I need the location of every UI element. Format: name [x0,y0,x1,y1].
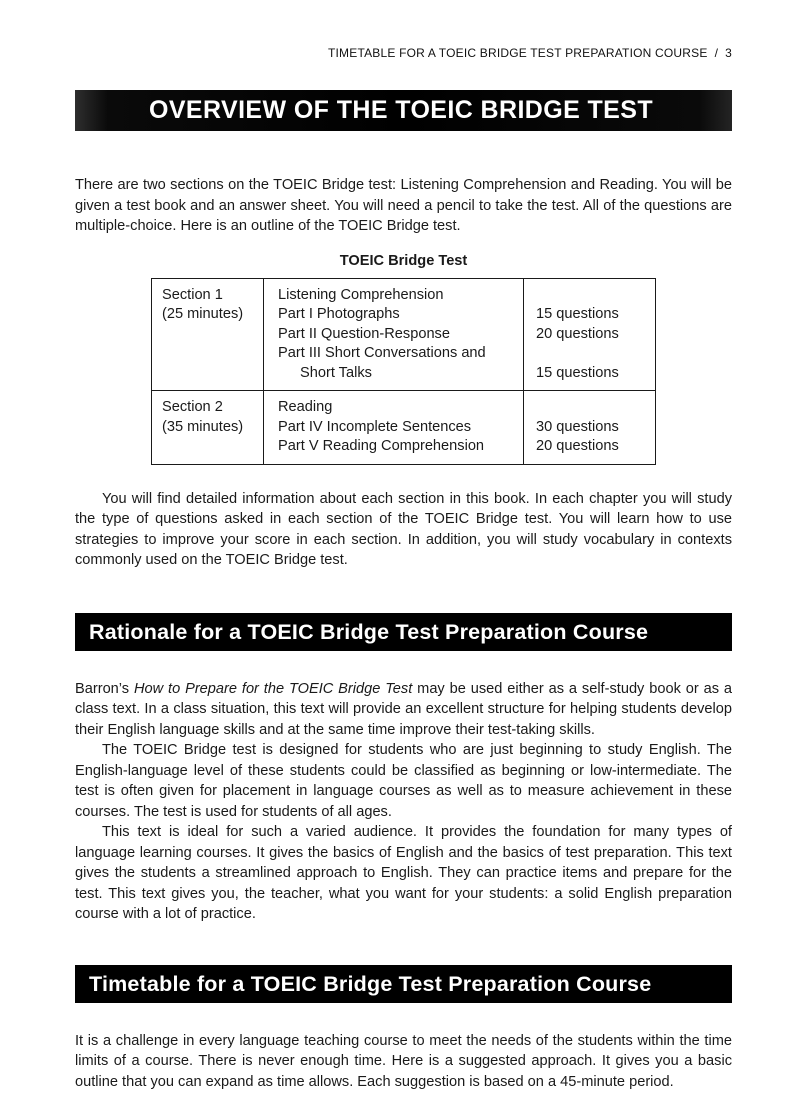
question-count-line: 20 questions [536,438,619,454]
question-count-line: 15 questions [536,306,619,322]
part-line: Part V Reading Comprehension [278,438,485,454]
section-2-questions-cell [524,391,656,465]
rationale-heading-banner [75,613,732,651]
section-2-name: Section 2 [162,399,223,415]
overview-outro-paragraph: You will find detailed information about each section in this book. In each chapter you will study the type of questions asked in each section of the TOEIC Bridge test. You will learn how to use strategies to improve your score in each section. In addition, you will study vocabulary in contexts commonly used on the TOEIC Bridge test. [75,490,732,568]
section-2-cell [152,391,264,465]
table-row-section-2 [152,391,656,465]
section-1-name: Section 1 [162,286,223,303]
book-title-italic: How to Prepare for the TOEIC Bridge Test [133,680,413,697]
table-title: TOEIC Bridge Test [339,252,468,269]
section-2-duration: (35 minutes) [162,418,244,435]
question-count-line [536,286,647,306]
overview-title: OVERVIEW OF THE TOEIC BRIDGE TEST [149,96,653,124]
question-count-line: 30 questions [536,418,619,435]
toeic-bridge-test-table [151,278,656,465]
section-2-parts-cell [264,391,524,465]
timetable-heading: Timetable for a TOEIC Bridge Test Preparation Course [89,971,652,996]
timetable-body [75,1031,732,1093]
part-line: Short Talks [300,364,372,381]
rationale-p1-rest: may be used either as a self-study book or as a class text. In a class situation, this text will provide an excellent structure for helping students develop their English language skills and at the same time improve their test-taking skills. [75,680,733,738]
table-row-section-1 [152,278,656,391]
part-line: Part I Photographs [278,306,400,322]
rationale-heading: Rationale for a TOEIC Bridge Test Preparation Course [89,619,649,644]
part-line: Reading [278,399,333,415]
running-head-title: TIMETABLE FOR A TOEIC BRIDGE TEST PREPARATION COURSE [327,46,708,60]
section-1-duration: (25 minutes) [162,306,244,322]
running-head-separator: / [714,46,719,60]
page-number: 3 [725,46,732,60]
overview-intro-paragraph: There are two sections on the TOEIC Bridge test: Listening Comprehension and Reading. You will be given a test book and an answer sheet. You will need a pencil to take the test. All of the questions are multiple-choice. Here is an outline of the TOEIC Bridge test. [75,177,732,234]
rationale-paragraph-3: This text is ideal for such a varied audience. It provides the foundation for many types of language learning courses. It gives the basics of English and the basics of test preparation. This text gives the students a streamlined approach to English. They can practice items and prepare for the test. This text gives you, the teacher, what you want for your students: a solid English preparation course with a lot of practice. [75,824,732,922]
rationale-body [75,679,732,925]
section-1-parts-cell [264,278,524,391]
timetable-paragraph-1: It is a challenge in every language teaching course to meet the needs of the students within the time limits of a course. There is never enough time. Here is a suggested approach. It gives you a basic outline that you can expand as time allows. Each suggestion is based on a 45-minute period. [75,1032,732,1090]
question-count-line [536,398,647,418]
part-line: Listening Comprehension [278,286,444,303]
rationale-paragraph-1 [75,679,732,741]
rationale-paragraph-2: The TOEIC Bridge test is designed for students who are just beginning to study English. The English-language level of these students could be classified as beginning or low-intermediate. The test is often given for placement in language courses as well as to measure achievement in these courses. The test is used for students of all ages. [75,742,732,820]
overview-title-banner [75,90,732,131]
question-count-line [536,344,647,364]
rationale-p1-prefix: Barron’s [75,680,134,697]
running-head [75,46,732,60]
part-line: Part II Question-Response [278,325,450,342]
part-line: Part III Short Conversations and [278,345,486,361]
part-line: Part IV Incomplete Sentences [278,418,472,435]
section-1-cell [152,278,264,391]
timetable-heading-banner [75,965,732,1003]
section-1-questions-cell [524,278,656,391]
question-count-line: 20 questions [536,325,619,342]
question-count-line: 15 questions [536,364,619,381]
